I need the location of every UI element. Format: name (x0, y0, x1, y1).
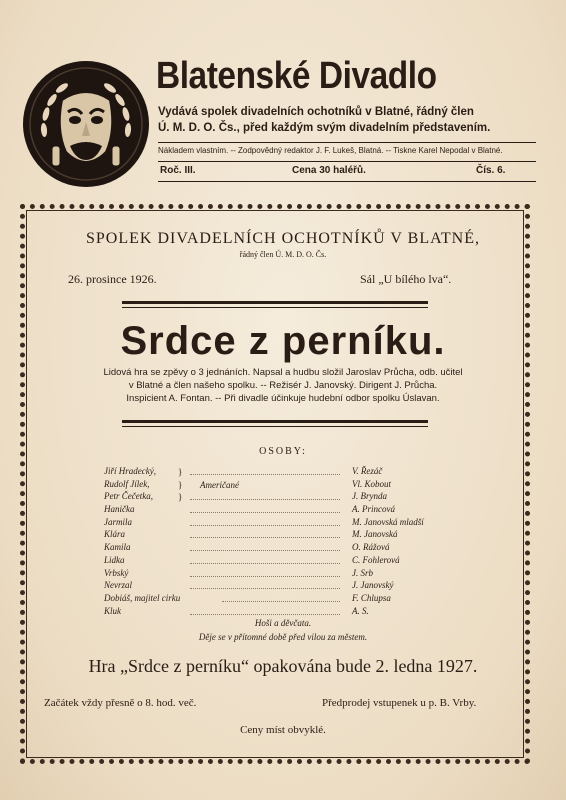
role-name: Jiří Hradecký, (104, 466, 156, 476)
presale-info: Předprodej vstupenek u p. B. Vrby. (322, 697, 477, 709)
masthead-rule-bottom (158, 181, 536, 182)
role-name: Kamila (104, 542, 131, 553)
description-line: Lidová hra se zpěvy o 3 jednáních. Napsal a hudbu složil Jaroslav Průcha, odb. učitel (103, 367, 463, 378)
repeat-notice: Hra „Srdce z perníku“ opakována bude 2. ledna 1927. (88, 656, 478, 676)
role-name: Rudolf Jílek, (104, 478, 150, 489)
actor-name: A. Princová (352, 504, 395, 515)
actor-name: J. Srb (352, 567, 373, 578)
performance-venue: Sál „U bílého lva“. (360, 272, 452, 286)
leader-dots (190, 546, 340, 551)
title-rule-top-2 (122, 307, 428, 308)
cast-row (0, 466, 566, 479)
cast-row (0, 542, 566, 555)
actor-name: M. Janovská mladší (352, 516, 424, 527)
start-time: Začátek vždy přesně o 8. hod. več. (44, 697, 197, 709)
description-line: v Blatné a člen našeho spolku. -- Režisér J. Janovský. Dirigent J. Průcha. (128, 380, 438, 391)
role-name: Lidka (104, 554, 125, 565)
leader-dots (190, 610, 340, 615)
masthead-rule-middle (158, 161, 536, 162)
publisher-line-1: Vydává spolek divadelních ochotníků v Blatné, řádný člen (158, 106, 474, 118)
prices-note: Ceny míst obvyklé. (240, 724, 326, 736)
role-name: Klára (104, 529, 126, 540)
price-label: Cena 30 haléřů. (292, 165, 366, 176)
role-name: Kluk (104, 605, 121, 616)
issue-number: Čís. 6. (476, 165, 506, 176)
leader-dots (190, 572, 340, 577)
leader-dots (190, 521, 340, 526)
issue-info-row (158, 165, 536, 179)
actor-name: O. Rážová (352, 542, 390, 553)
description-line: Inspicient A. Fontan. -- Při divadle účinkuje hudební odbor spolku Úslavan. (126, 393, 440, 404)
setting-line: Děje se v přítomné době před vilou za městem. (198, 632, 368, 642)
title-rule-top-1 (122, 301, 428, 304)
performance-date: 26. prosince 1926. (68, 272, 157, 286)
extras-line: Hoši a děvčata. (254, 618, 312, 628)
leader-dots (222, 597, 340, 602)
leader-dots (190, 584, 340, 589)
cast-rule-2 (122, 426, 428, 427)
leader-dots (190, 533, 340, 538)
cast-row (0, 555, 566, 568)
americans-brace: } } } (178, 467, 183, 503)
actor-name: A. S. (352, 605, 369, 616)
actor-name: C. Fohlerová (352, 554, 400, 565)
role-name: Nevrzal (104, 580, 132, 591)
leader-dots (190, 508, 340, 513)
cast-rule-1 (122, 420, 428, 423)
actor-name: J. Brynda (352, 491, 387, 502)
play-title: Srdce z perníku. (120, 319, 446, 363)
impressum-line: Nákladem vlastním. -- Zodpovědný redaktor J. F. Lukeš, Blatná. -- Tiskne Karel Nepodal v Blatné. (158, 146, 503, 155)
leader-dots (190, 559, 340, 564)
leader-dots (190, 495, 340, 500)
organizer-heading: SPOLEK DIVADELNÍCH OCHOTNÍKŮ V BLATNÉ, (86, 230, 480, 247)
cast-row (0, 606, 566, 619)
leader-dots (190, 470, 340, 475)
newspaper-title: Blatenské Divadlo (156, 55, 437, 97)
role-name: Petr Čečetka, (104, 491, 153, 502)
actor-name: Vl. Kobout (352, 478, 392, 489)
theatre-mask-logo-icon (22, 60, 150, 188)
cast-row (0, 529, 566, 542)
volume-label: Roč. III. (160, 165, 196, 176)
americans-label: Američané (200, 480, 239, 490)
role-name: Vrbský (104, 567, 129, 578)
cast-row (0, 568, 566, 581)
publisher-line-2: Ú. M. D. O. Čs., před každým svým divadelním představením. (158, 122, 491, 134)
cast-row (0, 479, 566, 492)
actor-name: J. Janovský (352, 580, 394, 591)
role-name: Dobiáš, majitel cirku (104, 592, 181, 603)
actor-name: V. Řezáč (352, 466, 383, 476)
cast-row (0, 504, 566, 517)
masthead-rule-top (158, 142, 536, 143)
role-name: Jarmila (104, 516, 132, 527)
actor-name: F. Chlupsa (352, 592, 391, 603)
cast-heading: OSOBY: (259, 446, 307, 457)
role-name: Hanička (104, 504, 135, 515)
actor-name: M. Janovská (352, 529, 398, 540)
cast-row (0, 491, 566, 504)
organizer-membership: řádný člen Ú. M. D. O. Čs. (239, 250, 327, 259)
cast-list (0, 466, 566, 618)
cast-row (0, 593, 566, 606)
cast-row (0, 517, 566, 530)
cast-row (0, 580, 566, 593)
